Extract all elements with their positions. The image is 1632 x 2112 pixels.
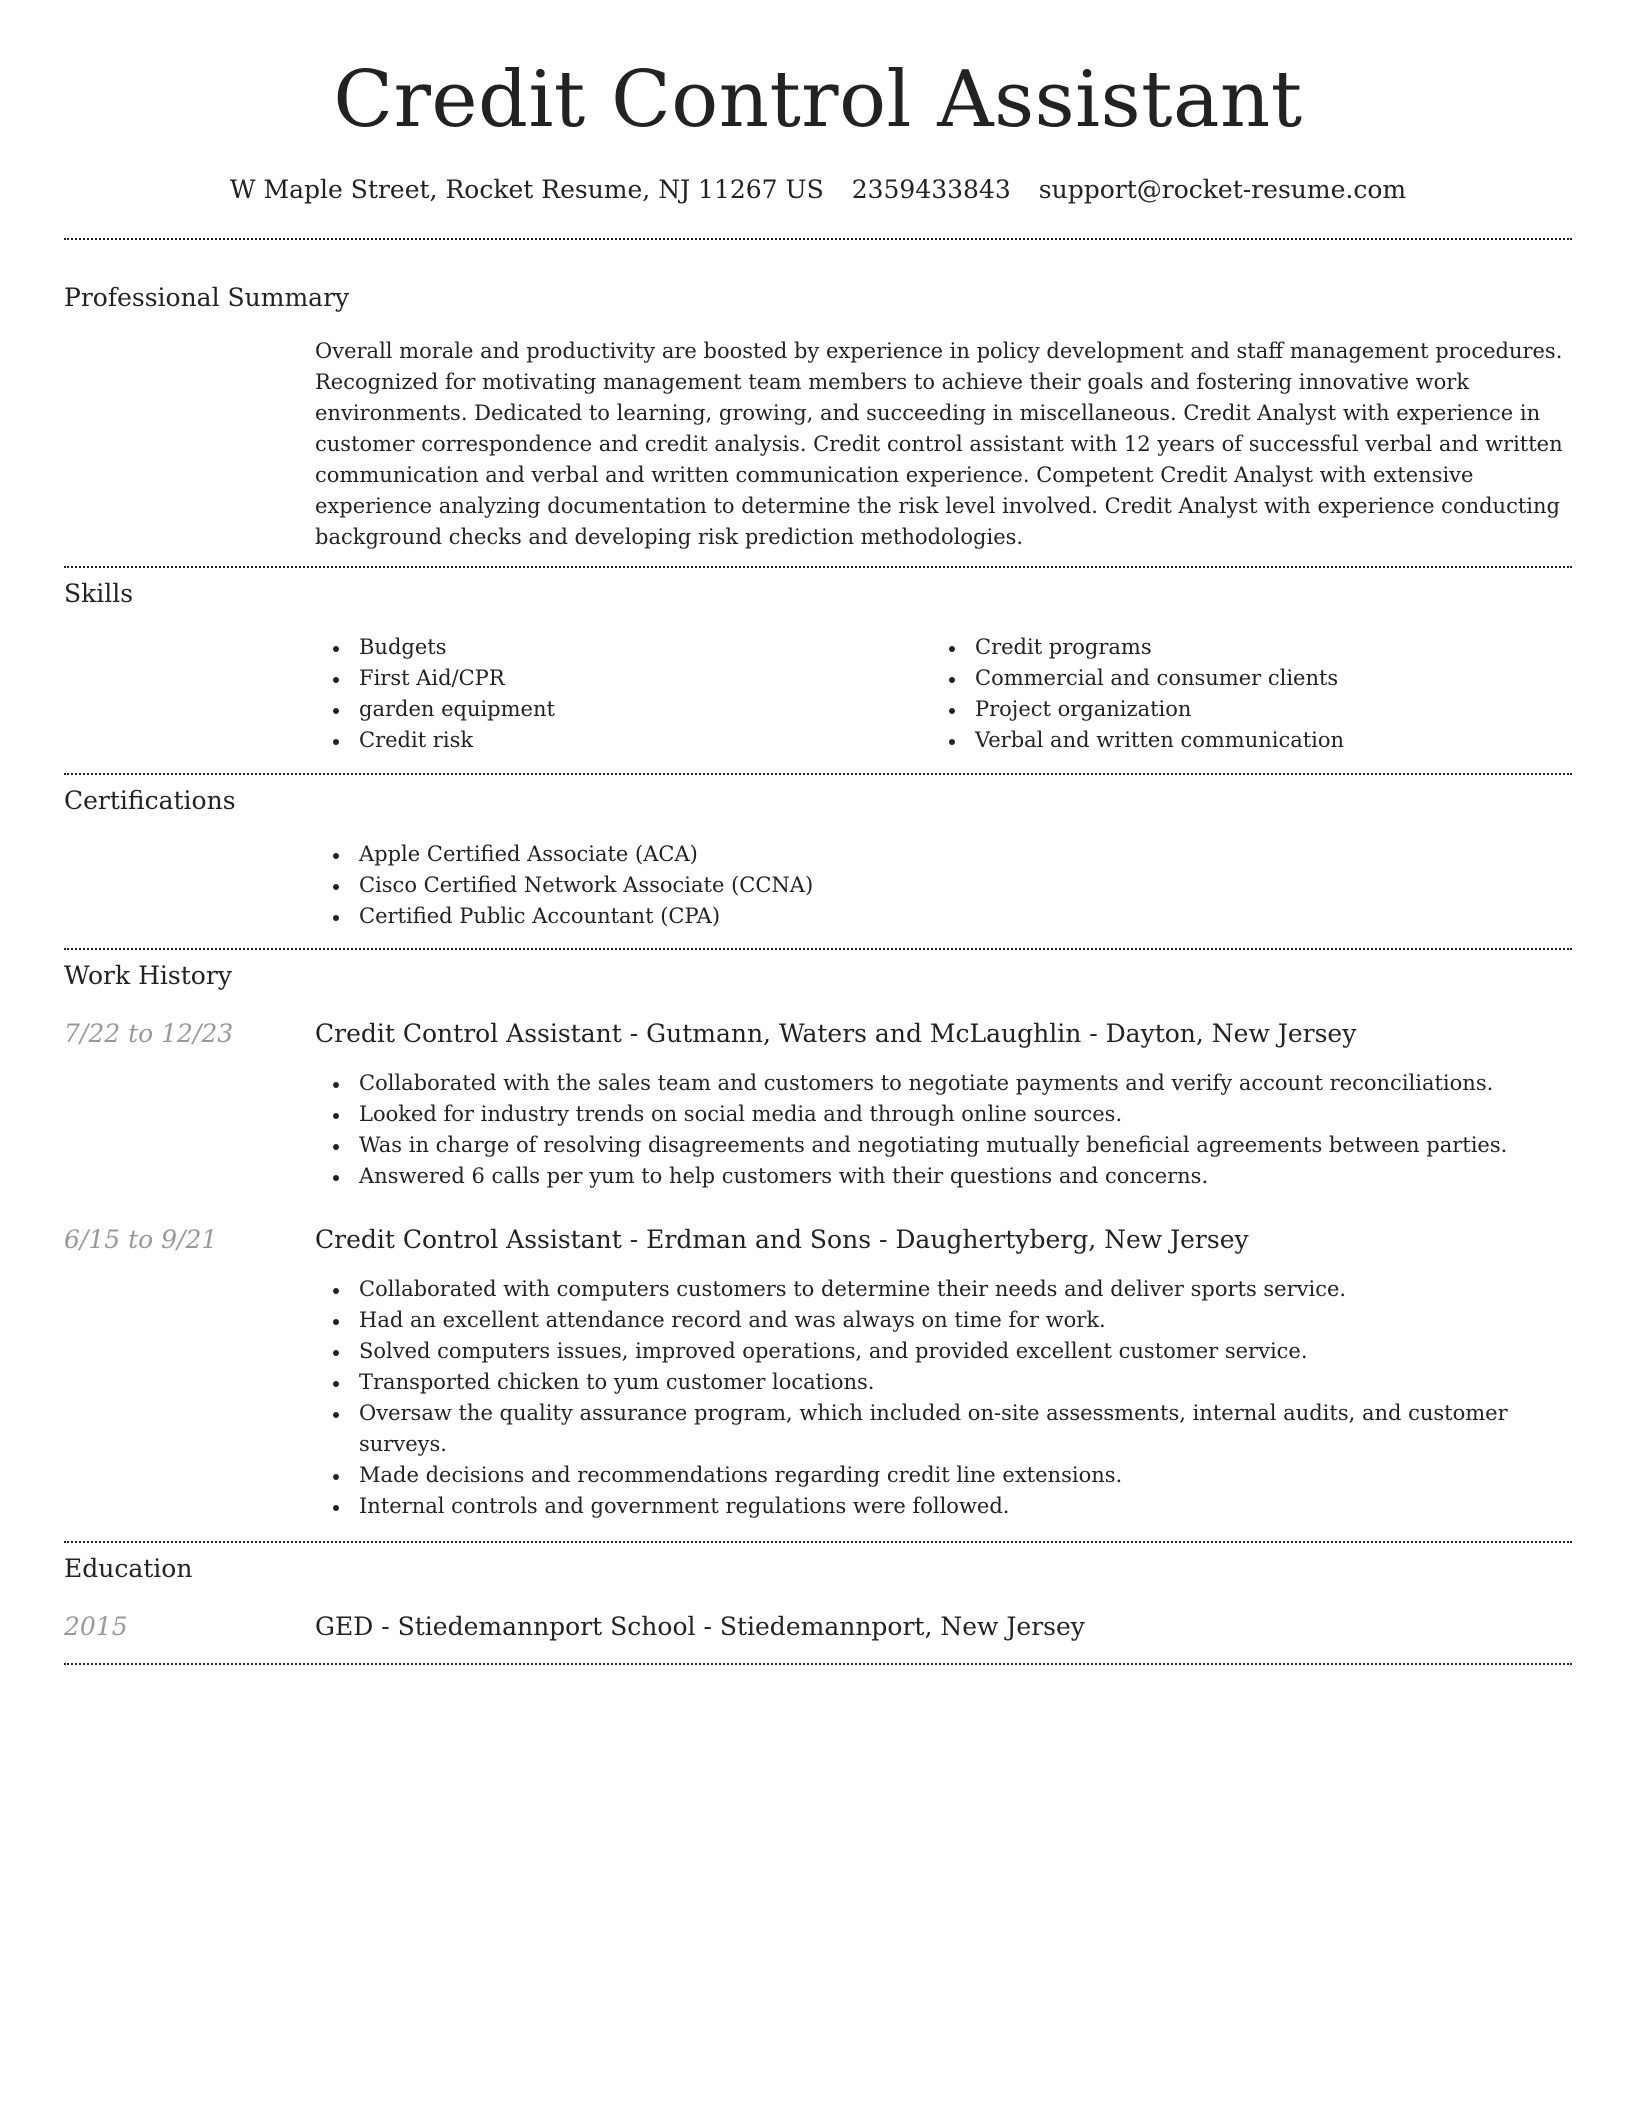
certification-item: Certified Public Accountant (CPA) — [315, 901, 1572, 932]
section-divider — [64, 773, 1572, 775]
certifications-section — [64, 785, 1572, 948]
skill-item: Verbal and written communication — [931, 725, 1547, 756]
contact-phone: 2359433843 — [851, 175, 1011, 204]
contact-email: support@rocket-resume.com — [1038, 175, 1407, 204]
job-header — [64, 1018, 1572, 1050]
summary-section — [64, 282, 1572, 566]
contact-line — [64, 174, 1572, 206]
section-divider — [64, 1541, 1572, 1543]
work-history-section — [64, 960, 1572, 1541]
skill-item: Project organization — [931, 694, 1547, 725]
job-bullet: Made decisions and recommendations regarding credit line extensions. — [315, 1460, 1572, 1491]
job-bullet: Transported chicken to yum customer locations. — [315, 1367, 1572, 1398]
summary-text: Overall morale and productivity are boosted by experience in policy development and staff management procedures. Recognized for motivating management team members to achieve their goals and fostering innovative work environments. Dedicated to learning, growing, and succeeding in miscellaneous. Credit Analyst with experience in customer correspondence and credit analysis. Credit control assistant with 12 years of successful verbal and written communication and verbal and written communication experience. Competent Credit Analyst with extensive experience analyzing documentation to determine the risk level involved. Credit Analyst with experience conducting background checks and developing risk prediction methodologies. — [315, 339, 1563, 549]
job-bullet: Oversaw the quality assurance program, which included on-site assessments, internal audits, and customer surveys. — [315, 1398, 1572, 1460]
job-bullet: Collaborated with the sales team and customers to negotiate payments and verify account reconciliations. — [315, 1068, 1572, 1099]
certifications-title: Certifications — [64, 786, 236, 815]
education-entry — [64, 1611, 1572, 1663]
job-bullet: Internal controls and government regulations were followed. — [315, 1491, 1572, 1522]
resume-name: Credit Control Assistant — [333, 55, 1303, 145]
job-bullets — [315, 1274, 1572, 1522]
skill-item: Budgets — [315, 632, 931, 663]
resume-page — [64, 0, 1572, 1665]
certifications-bullets — [315, 839, 1572, 932]
job-bullet: Answered 6 calls per yum to help customers with their questions and concerns. — [315, 1161, 1572, 1192]
job-entry — [64, 1018, 1572, 1192]
education-title: Education — [64, 1554, 193, 1583]
job-bullets — [315, 1068, 1572, 1192]
job-header — [64, 1224, 1572, 1256]
skill-item: Credit programs — [931, 632, 1547, 663]
contact-address: W Maple Street, Rocket Resume, NJ 11267 US — [229, 175, 824, 204]
skill-item: First Aid/CPR — [315, 663, 931, 694]
skills-section — [64, 578, 1572, 773]
job-heading: Credit Control Assistant - Erdman and Sons - Daughertyberg, New Jersey — [315, 1225, 1249, 1254]
skill-item: Credit risk — [315, 725, 931, 756]
section-divider — [64, 1663, 1572, 1665]
education-heading: GED - Stiedemannport School - Stiedemannport, New Jersey — [315, 1612, 1085, 1641]
job-entry — [64, 1224, 1572, 1541]
job-bullets-wrap — [315, 1068, 1572, 1192]
work-history-title: Work History — [64, 961, 232, 990]
education-year: 2015 — [64, 1612, 128, 1641]
skills-column-left — [315, 632, 931, 756]
job-bullet: Had an excellent attendance record and was always on time for work. — [315, 1305, 1572, 1336]
job-bullets-wrap — [315, 1274, 1572, 1541]
job-heading: Credit Control Assistant - Gutmann, Waters and McLaughlin - Dayton, New Jersey — [315, 1019, 1357, 1048]
education-section — [64, 1553, 1572, 1663]
certification-item: Apple Certified Associate (ACA) — [315, 839, 1572, 870]
job-dates: 6/15 to 9/21 — [64, 1225, 218, 1254]
certifications-list — [315, 839, 1572, 948]
skills-list — [315, 632, 1572, 773]
job-dates: 7/22 to 12/23 — [64, 1019, 234, 1048]
section-divider — [64, 566, 1572, 568]
job-bullet: Collaborated with computers customers to determine their needs and deliver sports service. — [315, 1274, 1572, 1305]
skills-title: Skills — [64, 579, 134, 608]
skills-column-right — [931, 632, 1547, 756]
certification-item: Cisco Certified Network Associate (CCNA) — [315, 870, 1572, 901]
job-bullet: Was in charge of resolving disagreements and negotiating mutually beneficial agreements between parties. — [315, 1130, 1572, 1161]
section-divider — [64, 948, 1572, 950]
job-bullet: Solved computers issues, improved operations, and provided excellent customer service. — [315, 1336, 1572, 1367]
section-divider — [64, 238, 1572, 240]
job-bullet: Looked for industry trends on social media and through online sources. — [315, 1099, 1572, 1130]
summary-title: Professional Summary — [64, 283, 350, 312]
skill-item: Commercial and consumer clients — [931, 663, 1547, 694]
skill-item: garden equipment — [315, 694, 931, 725]
